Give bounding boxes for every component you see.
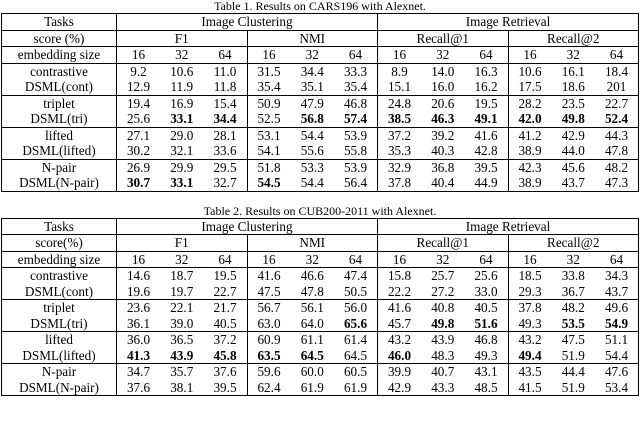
score-cell: 14.6 bbox=[117, 268, 161, 284]
header-row-metrics bbox=[2, 30, 639, 47]
method-label: DSML(cont) bbox=[24, 79, 94, 94]
score-cell: 64.5 bbox=[300, 347, 324, 363]
score-cell: 60.5 bbox=[343, 364, 368, 379]
score-cell: 47.8 bbox=[300, 283, 324, 299]
group-header: Image Retrieval bbox=[378, 218, 639, 235]
score-cell: 47.6 bbox=[604, 364, 629, 379]
score-cell: 45.8 bbox=[213, 347, 237, 363]
score-cell: 44.3 bbox=[604, 127, 629, 143]
embedding-size-value: 16 bbox=[378, 47, 422, 64]
table-row bbox=[2, 159, 639, 175]
score-cell: 37.6 bbox=[117, 380, 161, 396]
score-cell: 12.9 bbox=[117, 79, 161, 95]
score-cell: 51.1 bbox=[604, 332, 629, 347]
metric-header: NMI bbox=[247, 30, 378, 47]
score-cell: 56.4 bbox=[343, 175, 368, 190]
score-cell: 49.3 bbox=[508, 316, 552, 332]
score-cell: 17.5 bbox=[508, 79, 552, 95]
score-cell: 34.3 bbox=[604, 268, 629, 283]
score-cell: 48.5 bbox=[474, 379, 498, 395]
score-cell: 45.6 bbox=[561, 159, 585, 175]
table-gap bbox=[0, 192, 640, 205]
method-label: contrastive bbox=[30, 63, 88, 79]
score-cell: 31.5 bbox=[247, 63, 291, 79]
tasks-header: Tasks bbox=[44, 14, 74, 29]
header-row-groups bbox=[2, 218, 639, 235]
score-cell: 47.5 bbox=[561, 332, 585, 347]
score-cell: 37.8 bbox=[378, 175, 422, 191]
score-cell: 54.9 bbox=[604, 315, 629, 331]
embedding-size-value: 64 bbox=[218, 47, 232, 62]
score-cell: 61.9 bbox=[343, 379, 368, 395]
score-cell: 55.8 bbox=[343, 143, 368, 158]
score-cell: 49.8 bbox=[561, 111, 585, 126]
score-cell: 52.5 bbox=[247, 111, 291, 127]
score-cell: 43.2 bbox=[378, 332, 422, 348]
embedding-size-header: embedding size bbox=[17, 47, 101, 62]
score-cell: 35.4 bbox=[247, 79, 291, 95]
score-cell: 38.9 bbox=[508, 175, 552, 191]
header-row-groups bbox=[2, 14, 639, 31]
score-cell: 49.8 bbox=[431, 315, 455, 331]
score-cell: 35.1 bbox=[300, 79, 324, 94]
score-cell: 18.6 bbox=[561, 79, 585, 94]
embedding-size-value: 32 bbox=[305, 251, 319, 267]
table-row bbox=[2, 127, 639, 143]
score-cell: 33.1 bbox=[170, 111, 194, 126]
score-cell: 29.0 bbox=[170, 127, 194, 143]
score-cell: 43.9 bbox=[170, 347, 194, 363]
method-label: N-pair bbox=[41, 159, 77, 175]
score-cell: 19.7 bbox=[170, 283, 194, 299]
score-cell: 22.7 bbox=[213, 283, 237, 299]
score-cell: 15.1 bbox=[378, 79, 422, 95]
score-cell: 43.2 bbox=[508, 332, 552, 348]
score-cell: 20.6 bbox=[431, 95, 455, 111]
score-cell: 14.0 bbox=[431, 63, 455, 79]
score-cell: 36.5 bbox=[170, 332, 194, 347]
score-cell: 46.0 bbox=[378, 348, 422, 364]
embedding-size-value: 32 bbox=[436, 251, 450, 267]
method-label: N-pair bbox=[41, 364, 77, 379]
score-cell: 53.3 bbox=[300, 159, 324, 175]
metric-header: Recall@2 bbox=[508, 30, 639, 47]
score-cell: 33.1 bbox=[170, 175, 194, 190]
score-cell: 44.9 bbox=[474, 175, 498, 190]
score-cell: 42.3 bbox=[508, 159, 552, 175]
method-label: DSML(tri) bbox=[30, 315, 88, 331]
table-caption: Table 2. Results on CUB200-2011 with Alexnet. bbox=[203, 203, 437, 218]
score-cell: 60.9 bbox=[247, 332, 291, 348]
score-cell: 35.3 bbox=[378, 143, 422, 159]
score-cell: 59.6 bbox=[247, 364, 291, 380]
score-cell: 25.7 bbox=[431, 268, 455, 283]
header-row-metrics bbox=[2, 235, 639, 252]
score-cell: 38.1 bbox=[170, 379, 194, 395]
score-cell: 29.5 bbox=[213, 159, 237, 175]
table-row bbox=[2, 380, 639, 396]
score-cell: 32.9 bbox=[378, 159, 422, 175]
table-row bbox=[2, 63, 639, 79]
score-cell: 46.8 bbox=[343, 95, 368, 111]
score-cell: 22.1 bbox=[170, 300, 194, 315]
score-cell: 8.9 bbox=[378, 63, 422, 79]
score-cell: 54.5 bbox=[247, 175, 291, 191]
embedding-size-value: 64 bbox=[609, 251, 624, 267]
score-cell: 61.9 bbox=[300, 379, 324, 395]
score-cell: 36.7 bbox=[561, 283, 585, 299]
score-cell: 24.8 bbox=[378, 95, 422, 111]
score-cell: 10.6 bbox=[170, 63, 194, 79]
score-cell: 39.2 bbox=[431, 127, 455, 143]
tasks-header: Tasks bbox=[44, 218, 74, 234]
score-cell: 47.8 bbox=[604, 143, 629, 158]
score-cell: 39.9 bbox=[378, 364, 422, 380]
score-cell: 47.5 bbox=[247, 284, 291, 300]
embedding-size-value: 32 bbox=[175, 251, 189, 267]
score-cell: 56.1 bbox=[300, 300, 324, 315]
score-cell: 30.7 bbox=[117, 175, 161, 191]
score-cell: 34.4 bbox=[300, 63, 324, 79]
score-cell: 33.0 bbox=[474, 283, 498, 299]
metric-header: F1 bbox=[117, 235, 248, 252]
score-cell: 64.0 bbox=[300, 315, 324, 331]
embedding-size-value: 32 bbox=[436, 47, 450, 62]
score-cell: 60.0 bbox=[300, 364, 324, 379]
score-cell: 25.6 bbox=[117, 111, 161, 127]
header-row-sizes bbox=[2, 251, 639, 268]
score-cell: 33.3 bbox=[343, 63, 368, 79]
embedding-size-header: embedding size bbox=[17, 251, 101, 267]
score-cell: 30.2 bbox=[117, 143, 161, 159]
score-cell: 41.6 bbox=[474, 127, 498, 143]
embedding-size-value: 16 bbox=[378, 251, 422, 268]
score-cell: 43.7 bbox=[561, 175, 585, 190]
results-table bbox=[1, 13, 639, 192]
score-cell: 25.6 bbox=[474, 268, 498, 283]
score-cell: 23.6 bbox=[117, 300, 161, 316]
embedding-size-value: 16 bbox=[247, 47, 291, 64]
score-cell: 42.0 bbox=[508, 111, 552, 127]
score-cell: 22.7 bbox=[604, 95, 629, 111]
embedding-size-value: 64 bbox=[479, 47, 493, 62]
score-cell: 56.0 bbox=[343, 300, 368, 315]
score-cell: 28.2 bbox=[508, 95, 552, 111]
table-row bbox=[2, 300, 639, 316]
score-cell: 9.2 bbox=[117, 63, 161, 79]
score-cell: 48.2 bbox=[604, 159, 629, 175]
metric-header: Recall@2 bbox=[508, 235, 639, 252]
score-cell: 55.6 bbox=[300, 143, 324, 158]
method-label: contrastive bbox=[30, 268, 88, 283]
group-header: Image Clustering bbox=[117, 14, 378, 31]
score-cell: 19.5 bbox=[474, 95, 498, 111]
table-row bbox=[2, 268, 639, 284]
score-cell: 42.8 bbox=[474, 143, 498, 158]
score-cell: 45.7 bbox=[378, 316, 422, 332]
score-cell: 40.4 bbox=[431, 175, 455, 190]
score-cell: 34.7 bbox=[117, 364, 161, 380]
score-cell: 48.2 bbox=[561, 300, 585, 315]
method-label: DSML(N-pair) bbox=[19, 379, 99, 395]
embedding-size-value: 32 bbox=[305, 47, 319, 62]
embedding-size-value: 64 bbox=[218, 251, 232, 267]
table-row bbox=[2, 332, 639, 348]
score-cell: 32.1 bbox=[170, 143, 194, 158]
score-cell: 37.2 bbox=[213, 332, 237, 347]
score-cell: 53.1 bbox=[247, 127, 291, 143]
score-cell: 35.7 bbox=[170, 364, 194, 379]
method-label: DSML(tri) bbox=[30, 111, 88, 126]
embedding-size-value: 64 bbox=[479, 251, 493, 267]
embedding-size-value: 32 bbox=[175, 47, 189, 62]
score-cell: 54.1 bbox=[247, 143, 291, 159]
table-row bbox=[2, 364, 639, 380]
score-cell: 49.6 bbox=[604, 300, 629, 315]
score-cell: 35.4 bbox=[343, 79, 368, 94]
score-cell: 39.0 bbox=[170, 315, 194, 331]
score-cell: 43.5 bbox=[508, 364, 552, 380]
score-cell: 64.5 bbox=[343, 347, 368, 363]
score-cell: 201 bbox=[606, 79, 627, 94]
score-cell: 46.3 bbox=[431, 111, 455, 126]
metric-header: Recall@1 bbox=[378, 30, 509, 47]
score-cell: 39.5 bbox=[213, 379, 237, 395]
score-cell: 16.3 bbox=[474, 63, 498, 79]
score-cell: 43.9 bbox=[431, 332, 455, 347]
score-cell: 38.9 bbox=[508, 143, 552, 159]
score-cell: 56.7 bbox=[247, 300, 291, 316]
score-cell: 23.5 bbox=[561, 95, 585, 111]
embedding-size-value: 16 bbox=[247, 251, 291, 268]
score-cell: 40.7 bbox=[431, 364, 455, 379]
score-cell: 15.8 bbox=[378, 268, 422, 284]
score-cell: 52.4 bbox=[604, 111, 629, 126]
score-cell: 62.4 bbox=[247, 380, 291, 396]
metric-header: Recall@1 bbox=[378, 235, 509, 252]
score-cell: 16.9 bbox=[170, 95, 194, 111]
score-cell: 37.6 bbox=[213, 364, 237, 379]
score-cell: 38.5 bbox=[378, 111, 422, 127]
score-cell: 46.6 bbox=[300, 268, 324, 283]
score-cell: 50.5 bbox=[343, 283, 368, 299]
score-cell: 54.4 bbox=[300, 175, 324, 190]
score-cell: 57.4 bbox=[343, 111, 368, 126]
score-cell: 27.1 bbox=[117, 127, 161, 143]
score-cell: 54.4 bbox=[300, 127, 324, 143]
score-cell: 37.8 bbox=[508, 300, 552, 316]
score-cell: 63.0 bbox=[247, 316, 291, 332]
score-cell: 29.3 bbox=[508, 284, 552, 300]
score-cell: 34.4 bbox=[213, 111, 237, 126]
score-cell: 21.7 bbox=[213, 300, 237, 315]
score-cell: 11.9 bbox=[170, 79, 194, 94]
score-cell: 49.4 bbox=[508, 348, 552, 364]
score-cell: 46.8 bbox=[474, 332, 498, 347]
score-cell: 63.5 bbox=[247, 348, 291, 364]
score-header: score (%) bbox=[33, 30, 85, 46]
score-cell: 61.1 bbox=[300, 332, 324, 347]
table-row bbox=[2, 316, 639, 332]
table-row bbox=[2, 79, 639, 95]
method-label: triplet bbox=[43, 95, 75, 111]
embedding-size-value: 32 bbox=[566, 251, 580, 267]
score-cell: 41.2 bbox=[508, 127, 552, 143]
score-cell: 16.0 bbox=[431, 79, 455, 94]
embedding-size-value: 16 bbox=[117, 251, 161, 268]
score-cell: 19.4 bbox=[117, 95, 161, 111]
score-cell: 42.9 bbox=[561, 127, 585, 143]
score-cell: 39.5 bbox=[474, 159, 498, 175]
score-cell: 54.4 bbox=[604, 347, 629, 363]
score-cell: 32.7 bbox=[213, 175, 237, 190]
score-cell: 36.0 bbox=[117, 332, 161, 348]
score-cell: 65.6 bbox=[343, 315, 368, 331]
score-cell: 33.8 bbox=[561, 268, 585, 283]
score-cell: 44.4 bbox=[561, 364, 585, 379]
score-cell: 26.9 bbox=[117, 159, 161, 175]
score-cell: 43.1 bbox=[474, 364, 498, 379]
score-cell: 41.5 bbox=[508, 380, 552, 396]
method-label: triplet bbox=[43, 300, 75, 315]
embedding-size-value: 64 bbox=[348, 47, 363, 62]
table-row bbox=[2, 175, 639, 191]
score-cell: 43.3 bbox=[431, 379, 455, 395]
metric-header: F1 bbox=[117, 30, 248, 47]
method-label: DSML(lifted) bbox=[22, 143, 96, 158]
group-header: Image Clustering bbox=[117, 218, 378, 235]
embedding-size-value: 32 bbox=[566, 47, 580, 62]
score-header: score(%) bbox=[35, 235, 83, 250]
score-cell: 15.4 bbox=[213, 95, 237, 111]
table-row bbox=[2, 284, 639, 300]
score-cell: 49.3 bbox=[474, 347, 498, 363]
embedding-size-value: 16 bbox=[508, 251, 552, 268]
score-cell: 29.9 bbox=[170, 159, 194, 175]
score-cell: 40.5 bbox=[474, 300, 498, 315]
score-cell: 40.8 bbox=[431, 300, 455, 315]
score-cell: 40.5 bbox=[213, 315, 237, 331]
score-cell: 11.8 bbox=[213, 79, 237, 94]
table-row bbox=[2, 95, 639, 111]
score-cell: 51.8 bbox=[247, 159, 291, 175]
score-cell: 27.2 bbox=[431, 283, 455, 299]
score-cell: 18.4 bbox=[604, 63, 629, 79]
score-cell: 19.6 bbox=[117, 284, 161, 300]
score-cell: 19.5 bbox=[213, 268, 237, 283]
score-cell: 18.7 bbox=[170, 268, 194, 283]
score-cell: 53.5 bbox=[561, 315, 585, 331]
score-cell: 56.8 bbox=[300, 111, 324, 126]
score-cell: 18.5 bbox=[508, 268, 552, 284]
method-label: DSML(cont) bbox=[24, 283, 94, 299]
score-cell: 61.4 bbox=[343, 332, 368, 347]
score-cell: 44.0 bbox=[561, 143, 585, 158]
method-label: DSML(lifted) bbox=[22, 347, 96, 363]
embedding-size-value: 16 bbox=[117, 47, 161, 64]
score-cell: 16.2 bbox=[474, 79, 498, 94]
score-cell: 51.9 bbox=[561, 347, 585, 363]
score-cell: 10.6 bbox=[508, 63, 552, 79]
score-cell: 51.6 bbox=[474, 315, 498, 331]
score-cell: 36.1 bbox=[117, 316, 161, 332]
score-cell: 41.6 bbox=[247, 268, 291, 284]
score-cell: 11.0 bbox=[213, 63, 237, 79]
group-header: Image Retrieval bbox=[378, 14, 639, 31]
score-cell: 51.9 bbox=[561, 379, 585, 395]
header-row-sizes bbox=[2, 47, 639, 64]
score-cell: 16.1 bbox=[561, 63, 585, 79]
metric-header: NMI bbox=[247, 235, 378, 252]
table-row bbox=[2, 143, 639, 159]
results-table bbox=[1, 218, 639, 397]
score-cell: 28.1 bbox=[213, 127, 237, 143]
method-label: lifted bbox=[45, 127, 73, 143]
score-cell: 47.4 bbox=[343, 268, 368, 283]
embedding-size-value: 64 bbox=[609, 47, 624, 62]
score-cell: 53.9 bbox=[343, 159, 368, 175]
embedding-size-value: 64 bbox=[348, 251, 363, 267]
score-cell: 41.6 bbox=[378, 300, 422, 316]
embedding-size-value: 16 bbox=[508, 47, 552, 64]
score-cell: 53.4 bbox=[604, 379, 629, 395]
score-cell: 48.3 bbox=[431, 347, 455, 363]
score-cell: 33.6 bbox=[213, 143, 237, 158]
table-row bbox=[2, 111, 639, 127]
table-row bbox=[2, 348, 639, 364]
table-caption: Table 1. Results on CARS196 with Alexnet. bbox=[214, 0, 426, 13]
score-cell: 49.1 bbox=[474, 111, 498, 126]
score-cell: 40.3 bbox=[431, 143, 455, 158]
score-cell: 41.3 bbox=[117, 348, 161, 364]
score-cell: 43.7 bbox=[604, 283, 629, 299]
score-cell: 53.9 bbox=[343, 127, 368, 143]
score-cell: 50.9 bbox=[247, 95, 291, 111]
method-label: lifted bbox=[45, 332, 73, 347]
method-label: DSML(N-pair) bbox=[19, 175, 99, 190]
score-cell: 37.2 bbox=[378, 127, 422, 143]
score-cell: 47.3 bbox=[604, 175, 629, 190]
score-cell: 42.9 bbox=[378, 380, 422, 396]
score-cell: 47.9 bbox=[300, 95, 324, 111]
score-cell: 36.8 bbox=[431, 159, 455, 175]
score-cell: 22.2 bbox=[378, 284, 422, 300]
